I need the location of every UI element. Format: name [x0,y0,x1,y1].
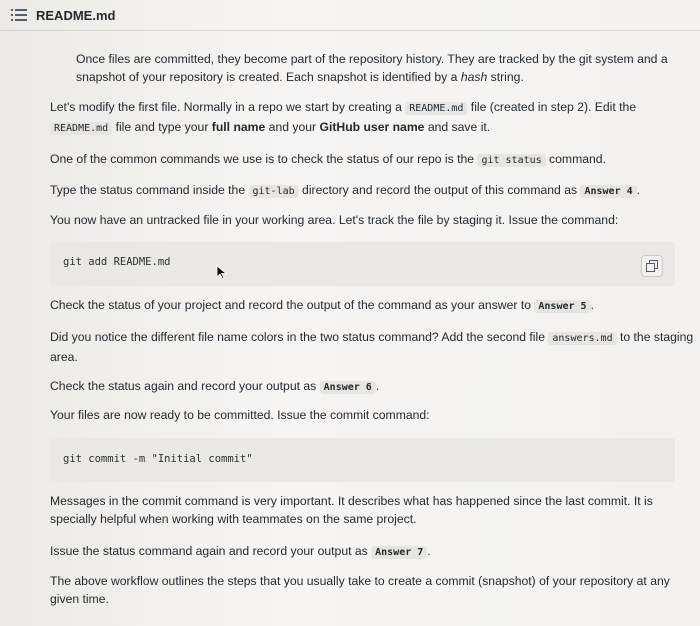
paragraph-commit-messages: Messages in the commit command is very important. It describes what has happened since the last commit. It is specially helpful when working with teammates on the same project. [50,494,653,526]
inline-code-answers: answers.md [548,332,616,345]
copy-icon [646,260,658,272]
paragraph-answer-6: Check the status again and record your output as Answer 6 . [50,379,380,393]
code-block-git-commit [50,438,675,482]
mouse-cursor-icon [216,265,228,279]
file-name: README.md [36,8,116,23]
paragraph-status-intro: One of the common commands we use is to check the status of our repo is the git status command. [50,152,606,166]
paragraph-answer-5: Check the status of your project and record the output of the command as your answer to Answer 5 . [50,298,594,312]
code-block-git-add [50,242,675,286]
answer-label-4: Answer 4 [580,185,636,198]
copy-button[interactable] [641,255,663,277]
paragraph-ready-to-commit: Your files are now ready to be committed. Issue the commit command: [50,408,430,422]
list-icon[interactable] [11,9,27,21]
paragraph-answer-4: Type the status command inside the git-lab directory and record the output of this command as Answer 4 . [50,183,641,197]
inline-code-readme: README.md [405,102,467,115]
paragraph-track-file: You now have an untracked file in your working area. Let's track the file by staging it. Issue the command: [50,213,619,227]
code-text: git commit -m "Initial commit" [63,453,253,465]
answer-label-7: Answer 7 [371,546,427,559]
paragraph-commit-history: Once files are committed, they become part of the repository history. They are tracked by the git system and a snapshot of your repository is created. Each snapshot is identified by a hash string. [76,52,668,84]
paragraph-modify-file: Let's modify the first file. Normally in a repo we start by creating a README.md file (created in step 2). Edit the README.md file and type your full name and your GitHub user name and save it. [50,100,637,134]
file-header [0,0,700,31]
code-text: git add README.md [63,256,171,268]
answer-label-5: Answer 5 [534,300,590,313]
inline-code-readme-2: README.md [50,122,112,135]
paragraph-stage-second-file: Did you notice the different file name colors in the two status command? Add the second file answers.md to the staging area. [50,330,694,364]
answer-label-6: Answer 6 [320,381,376,394]
inline-code-git-status: git status [477,154,545,167]
paragraph-answer-7: Issue the status command again and record your output as Answer 7 . [50,544,431,558]
inline-code-git-lab: git-lab [249,185,299,198]
paragraph-workflow-summary: The above workflow outlines the steps that you usually take to create a commit (snapshot) of your repository at any given time. [50,574,670,606]
